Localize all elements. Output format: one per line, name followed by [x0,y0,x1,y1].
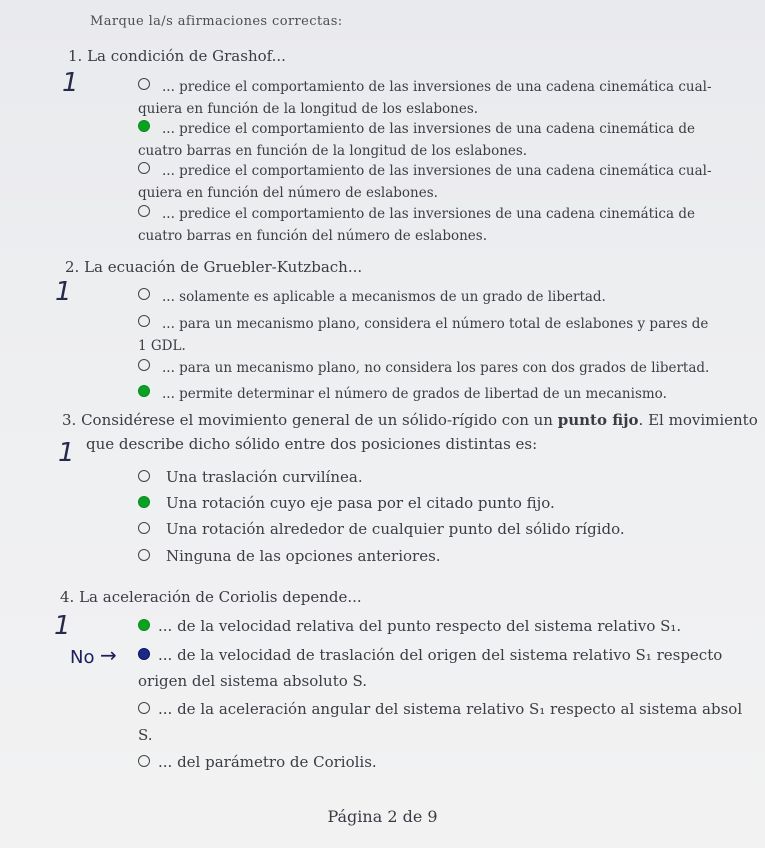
option-text: Una traslación curvilínea. [166,468,363,486]
question-3-title-emphasis: punto fijo [557,411,639,429]
handwritten-no-annotation: No [70,647,95,668]
page-number-footer: Página 2 de 9 [327,807,438,826]
question-4-title: 4. La aceleración de Coriolis depende... [60,588,362,606]
right-arrow-icon: → [100,643,117,667]
question-3-title-line2: que describe dicho sólido entre dos posiciones distintas es: [86,435,538,453]
option-text: ... permite determinar el número de grados de libertad de un mecanismo. [162,386,667,402]
radio-button-selected[interactable] [138,385,150,397]
radio-button[interactable] [138,702,150,714]
option-text: ... para un mecanismo plano, no considera los pares con dos grados de libertad. [162,360,710,376]
radio-button-selected[interactable] [138,120,150,132]
option-text: Una rotación cuyo eje pasa por el citado punto fijo. [166,494,555,512]
radio-button[interactable] [138,205,150,217]
question-3-title-end: . El movimiento [638,411,758,429]
question-1-score-mark: 1 [62,68,79,98]
option-text-continuation: cuatro barras en función de la longitud de los eslabones. [138,143,528,159]
option-text: ... para un mecanismo plano, considera el número total de eslabones y pares de [162,316,709,332]
option-text: Ninguna de las opciones anteriores. [166,547,441,565]
option-text: ... de la velocidad de traslación del origen del sistema relativo S₁ respecto [158,646,723,664]
option-text-continuation: S. [138,726,153,744]
option-text: ... predice el comportamiento de las inversiones de una cadena cinemática cual- [162,79,712,95]
instruction-text: Marque la/s afirmaciones correctas: [90,14,343,29]
option-text: ... de la aceleración angular del sistema relativo S₁ respecto al sistema absol [158,700,743,718]
radio-button-selected[interactable] [138,496,150,508]
radio-button-selected[interactable] [138,619,150,631]
question-3-title-text: 3. Considérese el movimiento general de un sólido-rígido con un [62,411,558,429]
radio-button[interactable] [138,755,150,767]
option-text: ... predice el comportamiento de las inversiones de una cadena cinemática cual- [162,163,712,179]
radio-button[interactable] [138,78,150,90]
question-2-title: 2. La ecuación de Gruebler-Kutzbach... [65,258,363,276]
question-3-title [62,411,758,429]
question-4-score-mark: 1 [54,611,71,641]
radio-button-selected[interactable] [138,648,150,660]
option-text: Una rotación alrededor de cualquier punto del sólido rígido. [166,520,625,538]
question-2-score-mark: 1 [55,277,72,307]
option-text: ... de la velocidad relativa del punto respecto del sistema relativo S₁. [158,617,682,635]
radio-button[interactable] [138,549,150,561]
radio-button[interactable] [138,470,150,482]
option-text-continuation: cuatro barras en función del número de eslabones. [138,228,487,244]
option-text: ... del parámetro de Coriolis. [158,753,377,771]
question-3-score-mark: 1 [58,438,75,468]
question-1-title: 1. La condición de Grashof... [68,47,286,65]
option-text: ... solamente es aplicable a mecanismos de un grado de libertad. [162,289,606,305]
option-text-continuation: quiera en función de la longitud de los eslabones. [138,101,479,117]
option-text: ... predice el comportamiento de las inversiones de una cadena cinemática de [162,121,695,137]
radio-button[interactable] [138,288,150,300]
option-text: ... predice el comportamiento de las inversiones de una cadena cinemática de [162,206,695,222]
radio-button[interactable] [138,359,150,371]
option-text-continuation: 1 GDL. [138,338,186,354]
radio-button[interactable] [138,315,150,327]
radio-button[interactable] [138,162,150,174]
option-text-continuation: origen del sistema absoluto S. [138,672,368,690]
option-text-continuation: quiera en función del número de eslabones. [138,185,438,201]
radio-button[interactable] [138,522,150,534]
